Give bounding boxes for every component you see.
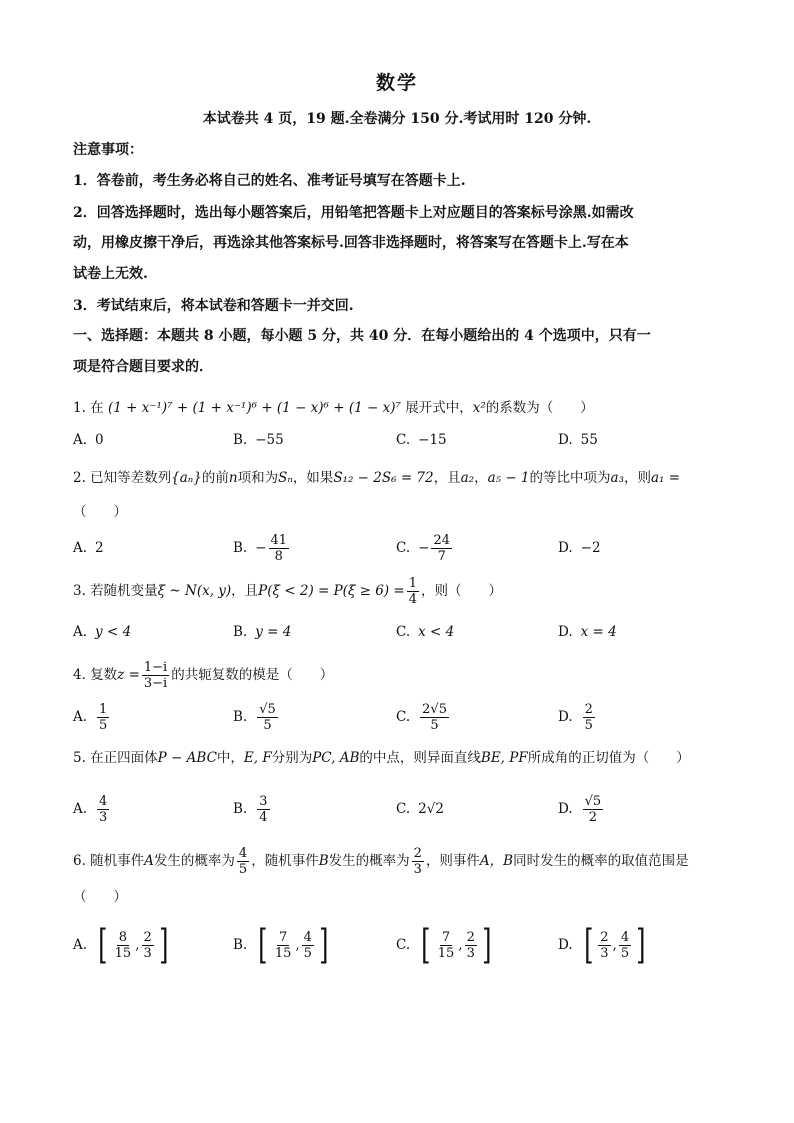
question-3: 3. 若随机变量 ξ ~ N(x, y) ，且 P(ξ < 2) = P(ξ ≥ 6) = $\frac{1}{4}$ ，则（ ） <box>73 575 503 607</box>
q3-options <box>73 612 733 652</box>
q6-answer-paren: （ ） <box>73 889 127 905</box>
q4-options <box>73 697 733 737</box>
q3-option-d[interactable]: D. x = 4 <box>558 624 617 640</box>
note-2-line-2: 动，用橡皮擦干净后，再选涂其他答案标号.回答非选择题时，将答案写在答题卡上.写在本 <box>73 235 629 251</box>
question-1: 1. 在 (1 + x⁻¹)⁷ + (1 + x⁻¹)⁶ + (1 − x)⁶ + (1 − x)⁷ 展开式中，x²的系数为（ ） <box>73 400 594 416</box>
q1-option-c[interactable]: C. −15 <box>396 432 447 448</box>
q3-option-b[interactable]: B. y = 4 <box>233 624 292 640</box>
q1-option-a[interactable]: A. 0 <box>73 432 104 448</box>
question-5: 5. 在正四面体P − ABC中，E, F分别为PC, AB的中点，则异面直线BE, PF所成角的正切值为（ ） <box>73 750 690 766</box>
q6-option-d[interactable]: D. [ $\frac{2}{3}$ , $\frac{4}{5}$ ] <box>558 922 646 968</box>
q6-option-a[interactable]: A. [ $\frac{8}{15}$ , $\frac{2}{3}$ ] <box>73 922 169 968</box>
q4-option-a[interactable]: A. $\frac{1}{5}$ <box>73 701 108 733</box>
q2-answer-paren: （ ） <box>73 504 127 520</box>
q4-option-d[interactable]: D. $\frac{2}{5}$ <box>558 701 593 733</box>
q1-options <box>73 420 733 460</box>
q6-option-b[interactable]: B. [ $\frac{7}{15}$ , $\frac{4}{5}$ ] <box>233 922 329 968</box>
q2-option-d[interactable]: D. −2 <box>558 540 601 556</box>
q4-option-c[interactable]: C. $\frac{2√5}{5}$ <box>396 701 447 733</box>
question-4: 4. 复数 z = $\frac{1-i}{3-i}$ 的共轭复数的模是（ ） <box>73 659 334 691</box>
q4-option-b[interactable]: B. $\frac{√5}{5}$ <box>233 701 276 733</box>
q1-option-b[interactable]: B. −55 <box>233 432 284 448</box>
q1-option-d[interactable]: D. 55 <box>558 432 598 448</box>
q2-option-a[interactable]: A. 2 <box>73 540 104 556</box>
note-3: 3．考试结束后，将本试卷和答题卡一并交回. <box>73 298 354 314</box>
section-heading-line-2: 项是符合题目要求的． <box>73 359 213 375</box>
q5-option-a[interactable]: A. $\frac{4}{3}$ <box>73 793 108 825</box>
q5-option-d[interactable]: D. $\frac{√5}{2}$ <box>558 793 602 825</box>
note-2-line-1: 2．回答选择题时，选出每小题答案后，用铅笔把答题卡上对应题目的答案标号涂黑.如需改 <box>73 205 634 221</box>
q6-options <box>73 922 733 968</box>
page-title: 数学 <box>375 72 418 94</box>
q5-option-b[interactable]: B. $\frac{3}{4}$ <box>233 793 268 825</box>
q2-option-b[interactable]: B. − $\frac{41}{8}$ <box>233 532 288 564</box>
q6-option-c[interactable]: C. [ $\frac{7}{15}$ , $\frac{2}{3}$ ] <box>396 922 492 968</box>
q5-option-c[interactable]: C. 2√2 <box>396 801 444 817</box>
note-2-line-3: 试卷上无效. <box>73 266 148 282</box>
note-1: 1．答卷前，考生务必将自己的姓名、准考证号填写在答题卡上. <box>73 173 466 189</box>
question-6: 6. 随机事件 A 发生的概率为 $\frac{4}{5}$ ，随机事件 B 发生的概率为 $\frac{2}{3}$ ，则事件 A，B 同时发生的概率的取值范围是 <box>73 845 689 877</box>
notes-heading: 注意事项： <box>73 142 143 158</box>
q1-expression: (1 + x⁻¹)⁷ + (1 + x⁻¹)⁶ + (1 − x)⁶ + (1 − x)⁷ <box>107 400 401 416</box>
question-2: 2. 已知等差数列{aₙ}的前n项和为Sₙ，如果S₁₂ − 2S₆ = 72，且a₂，a₅ − 1的等比中项为a₃，则a₁ = <box>73 470 681 486</box>
section-heading-line-1: 一、选择题：本题共 8 小题，每小题 5 分，共 40 分．在每小题给出的 4 个选项中，只有一 <box>73 328 651 344</box>
exam-info: 本试卷共 4 页，19 题.全卷满分 150 分.考试用时 120 分钟. <box>202 111 592 127</box>
q3-option-c[interactable]: C. x < 4 <box>396 624 455 640</box>
q3-option-a[interactable]: A. y < 4 <box>73 624 132 640</box>
q5-options <box>73 789 733 829</box>
q2-options <box>73 528 733 568</box>
q2-option-c[interactable]: C. − $\frac{24}{7}$ <box>396 532 450 564</box>
